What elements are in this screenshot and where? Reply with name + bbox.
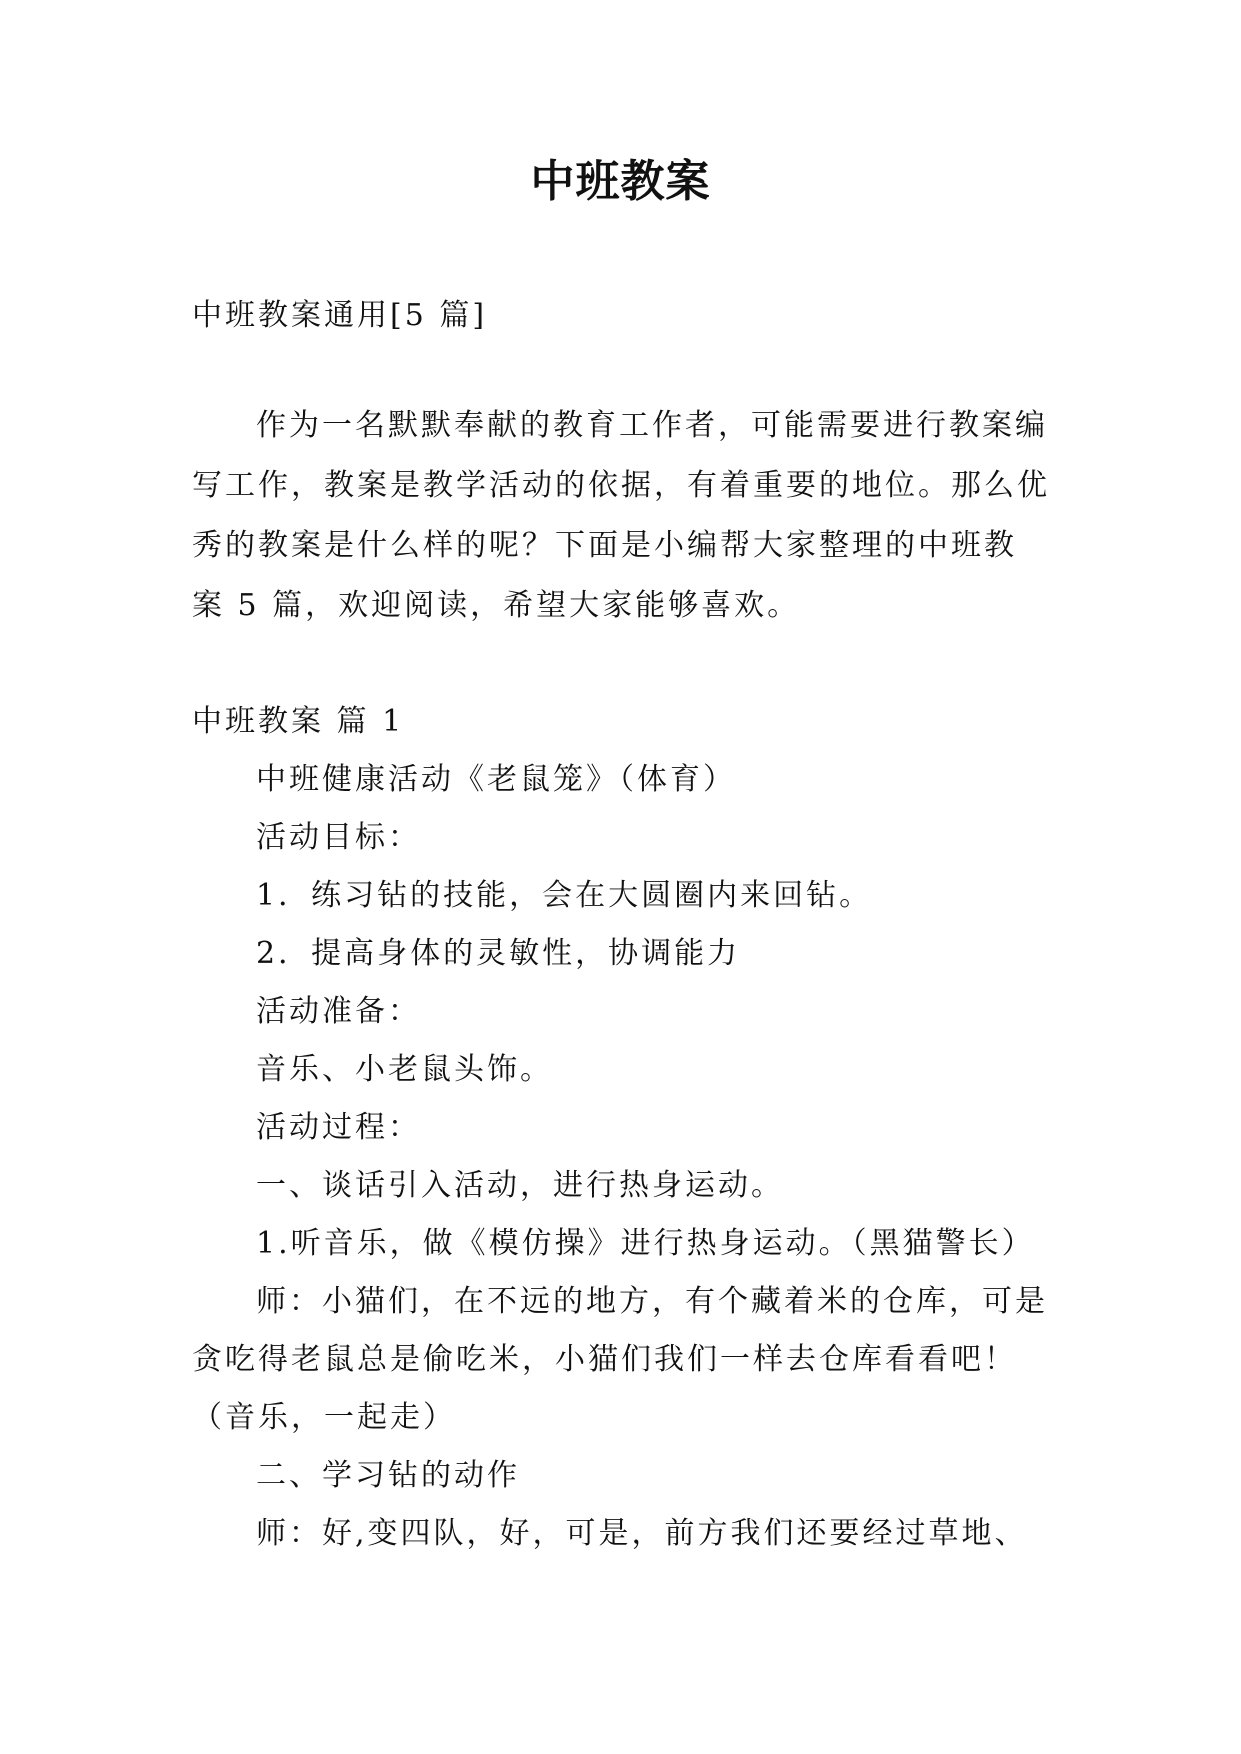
body-line: 活动过程： [256, 1110, 421, 1145]
body-line: 一、谈话引入活动，进行热身运动。 [256, 1168, 784, 1203]
document-title: 中班教案 [530, 156, 711, 207]
body-line: 活动准备： [256, 994, 421, 1029]
body-line: 活动目标： [256, 820, 421, 855]
body-line: 中班健康活动《老鼠笼》（体育） [256, 762, 736, 797]
body-line: 师：小猫们，在不远的地方，有个藏着米的仓库，可是 [256, 1284, 1048, 1319]
intro-line-4: 案 5 篇，欢迎阅读，希望大家能够喜欢。 [192, 588, 801, 623]
body-line: 师：好,变四队，好，可是，前方我们还要经过草地、 [256, 1516, 1028, 1551]
body-line: 1.听音乐，做《模仿操》进行热身运动。（黑猫警长） [256, 1226, 1035, 1261]
intro-line-2: 写工作，教案是教学活动的依据，有着重要的地位。那么优 [192, 468, 1050, 503]
document-subtitle: 中班教案通用[5 篇] [192, 298, 488, 333]
body-line: 二、学习钻的动作 [256, 1458, 520, 1493]
intro-line-1: 作为一名默默奉献的教育工作者，可能需要进行教案编 [256, 408, 1048, 443]
body-line: （音乐，一起走） [192, 1400, 456, 1435]
intro-line-3: 秀的教案是什么样的呢？下面是小编帮大家整理的中班教 [192, 528, 1017, 563]
body-line: 贪吃得老鼠总是偷吃米，小猫们我们一样去仓库看看吧！ [192, 1342, 1017, 1377]
body-line: 1．练习钻的技能，会在大圆圈内来回钻。 [256, 878, 873, 913]
body-line: 2．提高身体的灵敏性，协调能力 [256, 936, 741, 971]
body-line: 音乐、小老鼠头饰。 [256, 1052, 553, 1087]
section-heading: 中班教案 篇 1 [192, 704, 405, 739]
